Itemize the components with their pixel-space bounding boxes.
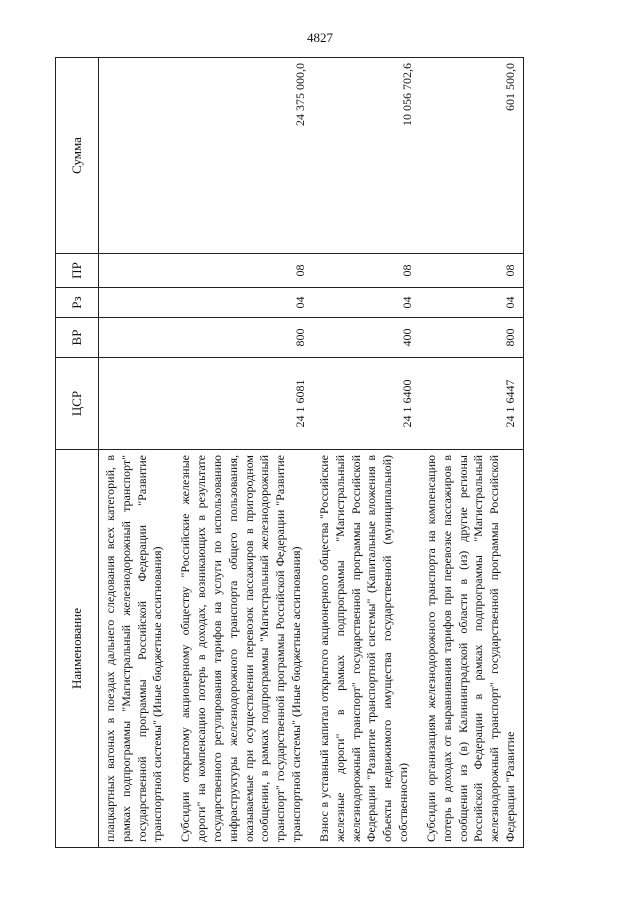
- header-name: Наименование: [56, 449, 99, 847]
- row-name: Субсидии открытому акционерному обществу "Российские железные дороги" на компенсацию потерь в доходах, возникающих в результате государственного регулирования тарифов на услуги по использованию инфраструктуры железнодорожного транспорта общего пользования, оказываемые при осуществлении перевозок пассажиров в пригородном сообщении, в рамках подпрограммы "Магистральный железнодорожный транспорт" государственной программы Российской Федерации "Развитие транспортной системы" (Иные бюджетные ассигнования): [174, 449, 313, 847]
- row-pr: [99, 253, 175, 287]
- row-pr: 08: [174, 253, 313, 287]
- row-pr: 08: [313, 253, 420, 287]
- row-name: плацкартных вагонах в поездах дальнего следования всех категорий, в рамках подпрограммы "Магистральный железнодорожный транспорт" государственной программы Российской Федерации "Развитие транспортной системы" (Иные бюджетные ассигнования): [99, 449, 175, 847]
- row-rz: 04: [174, 287, 313, 317]
- row-name: Субсидии организациям железнодорожного транспорта на компенсацию потерь в доходах от выравнивания тарифов при перевозке пассажиров в сообщении из (в) Калининградской области в (из) другие регионы Российской Федерации в рамках подпрограммы "Магистральный железнодорожный транспорт" государственной программы Российской Федерации "Развитие: [420, 449, 523, 847]
- table-row: [420, 57, 523, 847]
- row-csr: 24 1 6081: [174, 357, 313, 449]
- rotated-table-area: [55, 58, 585, 848]
- row-vr: 400: [313, 317, 420, 357]
- row-rz: 04: [420, 287, 523, 317]
- budget-table: [55, 57, 524, 848]
- row-pr: 08: [420, 253, 523, 287]
- header-pr: ПР: [56, 253, 99, 287]
- table-header-row: [56, 57, 99, 847]
- header-sum: Сумма: [56, 57, 99, 253]
- row-name: Взнос в уставный капитал открытого акционерного общества "Российские железные дороги" в рамках подпрограммы "Магистральный железнодорожный транспорт" государственной программы Российской Федерации "Развитие транспортной системы" (Капитальные вложения в объекты недвижимого имущества государственной (муниципальной) собственности): [313, 449, 420, 847]
- row-csr: 24 1 6447: [420, 357, 523, 449]
- header-vr: ВР: [56, 317, 99, 357]
- row-sum: [99, 57, 175, 253]
- row-vr: [99, 317, 175, 357]
- row-csr: 24 1 6400: [313, 357, 420, 449]
- row-csr: [99, 357, 175, 449]
- row-sum: 10 056 702,6: [313, 57, 420, 253]
- header-csr: ЦСР: [56, 357, 99, 449]
- row-sum: 601 500,0: [420, 57, 523, 253]
- row-vr: 800: [174, 317, 313, 357]
- row-rz: [99, 287, 175, 317]
- table-row: [313, 57, 420, 847]
- row-rz: 04: [313, 287, 420, 317]
- row-sum: 24 375 000,0: [174, 57, 313, 253]
- table-row: [174, 57, 313, 847]
- table-row: [99, 57, 175, 847]
- page-number: 4827: [307, 30, 333, 45]
- row-vr: 800: [420, 317, 523, 357]
- header-rz: Рз: [56, 287, 99, 317]
